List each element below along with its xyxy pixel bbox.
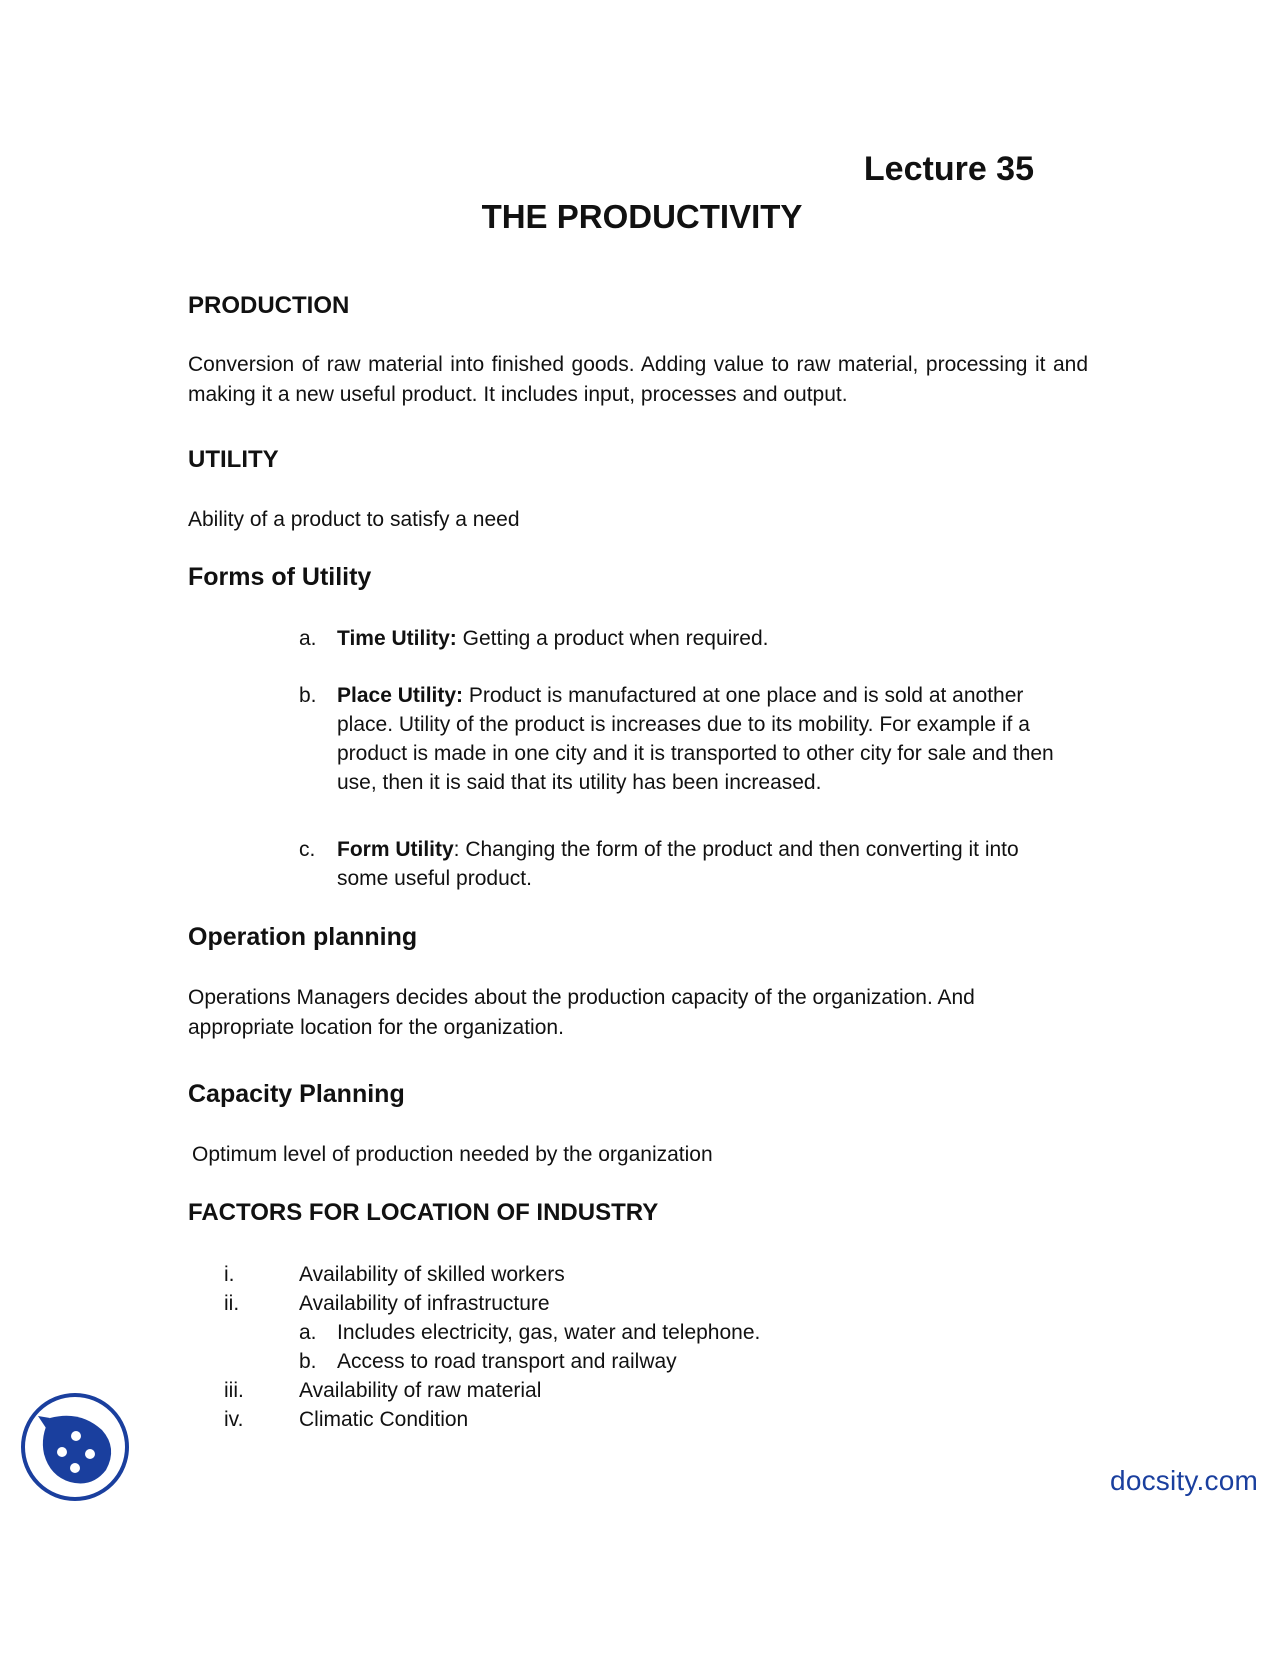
sub-factor-item: Includes electricity, gas, water and telephone. (337, 1321, 761, 1344)
operation-planning-text: Operations Managers decides about the production capacity of the organization. And appropriate location for the organization. (188, 986, 975, 1039)
lecture-number: Lecture 35 (863, 150, 1034, 188)
list-marker: a. (299, 627, 317, 650)
sub-factor-item: Access to road transport and railway (337, 1350, 677, 1373)
utility-text: Ability of a product to satisfy a need (188, 508, 520, 531)
list-item-place-utility (299, 681, 1079, 801)
section-heading-production: PRODUCTION (188, 292, 350, 319)
list-item-time-utility (299, 624, 1079, 654)
factor-item: Availability of skilled workers (299, 1263, 565, 1286)
factor-marker: i. (224, 1263, 235, 1286)
definition-form-utility: : Changing the form of the product and then converting it into some useful product. (337, 838, 1019, 890)
list-marker: c. (299, 838, 316, 861)
factor-item: Availability of infrastructure (299, 1292, 550, 1315)
page-title: THE PRODUCTIVITY (481, 198, 803, 235)
sub-factor-marker: b. (299, 1350, 317, 1373)
factor-marker: iii. (224, 1379, 244, 1402)
section-heading-capacity-planning: Capacity Planning (188, 1080, 405, 1108)
term-place-utility: Place Utility: (337, 684, 464, 707)
section-heading-operation-planning: Operation planning (188, 923, 418, 951)
brand-link[interactable]: docsity.com (1110, 1465, 1258, 1496)
docsity-logo-icon-graphic (20, 1392, 130, 1502)
definition-place-utility: Product is manufactured at one place and is sold at another place. Utility of the product is increases due to its mobility. For example if a product is made in one city and it is transported to other city for sale and then use, then it is said that its utility has been increased. (337, 684, 1054, 794)
list-item-form-utility (299, 835, 1079, 895)
section-heading-forms-of-utility: Forms of Utility (188, 563, 372, 591)
capacity-planning-text: Optimum level of production needed by the organization (192, 1143, 713, 1166)
factor-item: Climatic Condition (299, 1408, 469, 1431)
section-heading-utility: UTILITY (188, 446, 279, 473)
factor-marker: iv. (224, 1408, 244, 1431)
sub-factor-marker: a. (299, 1321, 317, 1344)
term-form-utility: Form Utility (337, 838, 454, 861)
list-marker: b. (299, 684, 317, 707)
section-heading-factors: FACTORS FOR LOCATION OF INDUSTRY (188, 1199, 659, 1226)
production-text: Conversion of raw material into finished goods. Adding value to raw material, processing it and making it a new useful product. It includes input, processes and output. (188, 353, 1088, 406)
factor-marker: ii. (224, 1292, 240, 1315)
docsity-logo-icon[interactable] (20, 1392, 130, 1502)
term-time-utility: Time Utility: (337, 627, 457, 650)
definition-time-utility: Getting a product when required. (456, 627, 769, 650)
factor-item: Availability of raw material (299, 1379, 542, 1402)
